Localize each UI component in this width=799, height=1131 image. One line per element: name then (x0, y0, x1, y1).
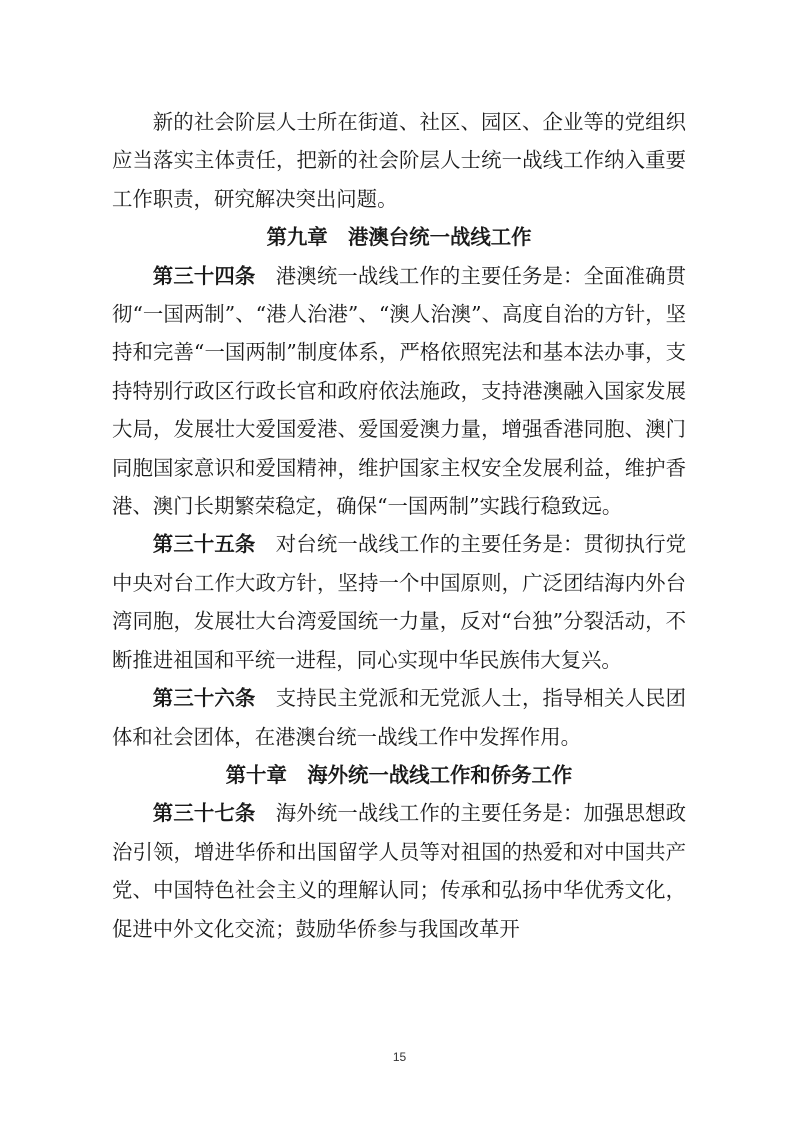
page-number: 15 (392, 1050, 407, 1064)
article-number: 第三十七条 (152, 801, 256, 826)
article-35 (112, 525, 686, 679)
document-body (112, 103, 686, 948)
article-number: 第三十六条 (152, 686, 256, 711)
article-text: 对台统一战线工作的主要任务是：贯彻执行党中央对台工作大政方针，坚持一个中国原则，广泛团结海内外台湾同胞，发展壮大台湾爱国统一力量，反对“台独”分裂活动，不断推进祖国和平统一进程，同心实现中华民族伟大复兴。 (112, 532, 687, 672)
article-37 (112, 794, 686, 948)
article-36 (112, 679, 686, 756)
article-text: 港澳统一战线工作的主要任务是：全面准确贯彻“一国两制”、“港人治港”、“澳人治澳”、高度自治的方针，坚持和完善“一国两制”制度体系，严格依照宪法和基本法办事，支持特别行政区行政长官和政府依法施政，支持港澳融入国家发展大局，发展壮大爱国爱港、爱国爱澳力量，增强香港同胞、澳门同胞国家意识和爱国精神，维护国家主权安全发展利益，维护香港、澳门长期繁荣稳定，确保“一国两制”实践行稳致远。 (112, 263, 687, 519)
article-number: 第三十五条 (152, 532, 256, 557)
article-text: 海外统一战线工作的主要任务是：加强思想政治引领，增进华侨和出国留学人员等对祖国的热爱和对中国共产党、中国特色社会主义的理解认同；传承和弘扬中华优秀文化，促进中外文化交流；鼓励华侨参与我国改革开 (112, 801, 687, 941)
chapter-heading-9: 第九章 港澳台统一战线工作 (266, 225, 532, 250)
chapter-heading-10: 第十章 海外统一战线工作和侨务工作 (225, 762, 573, 787)
paragraph-continuation: 新的社会阶层人士所在街道、社区、园区、企业等的党组织应当落实主体责任，把新的社会阶层人士统一战线工作纳入重要工作职责，研究解决突出问题。 (112, 110, 686, 211)
article-34 (112, 257, 686, 526)
article-text: 支持民主党派和无党派人士，指导相关人民团体和社会团体，在港澳台统一战线工作中发挥作用。 (112, 686, 687, 749)
article-number: 第三十四条 (152, 263, 256, 288)
